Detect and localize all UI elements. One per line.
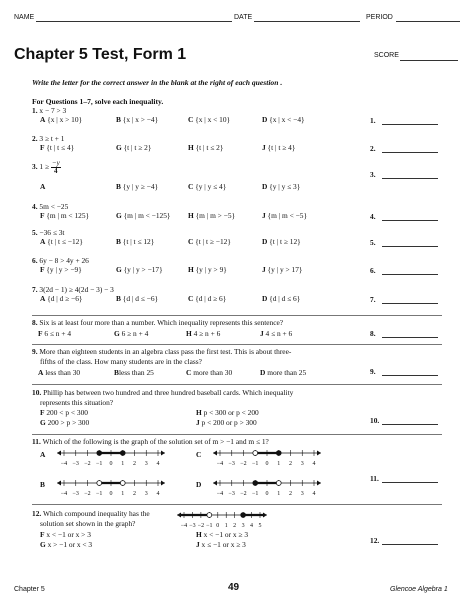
tick-label: 2 <box>233 523 237 529</box>
tick-label: 2 <box>133 491 136 497</box>
option-letter: D <box>262 237 268 246</box>
question-6 <box>32 256 89 265</box>
option-letter: C <box>188 182 194 191</box>
open-dot <box>97 481 102 486</box>
divider <box>32 384 442 385</box>
open-dot <box>120 481 125 486</box>
option-a <box>40 450 45 459</box>
option-letter: J <box>262 143 266 152</box>
page-number: 49 <box>228 582 240 593</box>
option-letter: B <box>116 182 121 191</box>
answer-blank-7[interactable] <box>382 303 438 304</box>
tick-label: 2 <box>133 461 136 467</box>
question-9 <box>32 347 291 356</box>
option-text: less than 30 <box>43 368 81 377</box>
score-label: SCORE <box>374 52 399 59</box>
question-number: 2. <box>32 134 38 143</box>
tick-label: −3 <box>228 461 235 467</box>
option-text: {t | t ≥ 12} <box>267 237 301 246</box>
answer-blank-1[interactable] <box>382 124 438 125</box>
tick-label: −4 <box>180 523 188 529</box>
option-text: {t | t ≤ −12} <box>45 237 83 246</box>
question-stem: Phillip has between two hundred and three hundred baseball cards. Which inequality <box>43 388 294 397</box>
option-letter: F <box>40 143 45 152</box>
tick-label: 3 <box>300 491 304 497</box>
option-c <box>188 237 231 246</box>
question-10 <box>32 388 293 397</box>
option-f <box>38 329 71 338</box>
option-text: more than 30 <box>191 368 233 377</box>
arrow-right-icon <box>317 481 321 486</box>
question-stem: 1 ≥ <box>39 162 50 172</box>
option-b <box>116 115 158 124</box>
closed-dot <box>276 451 281 456</box>
divider <box>32 504 442 505</box>
option-j <box>260 329 292 338</box>
name-field[interactable] <box>36 21 232 22</box>
option-g <box>116 143 151 152</box>
answer-label: 9. <box>370 367 376 376</box>
option-b <box>116 237 154 246</box>
option-letter: F <box>38 329 43 338</box>
option-j <box>262 143 295 152</box>
closed-dot <box>120 451 125 456</box>
option-d <box>196 480 201 489</box>
option-text: 6 ≥ n + 4 <box>119 329 149 338</box>
question-5 <box>32 228 64 237</box>
option-text: x < −1 or x > 3 <box>44 530 91 539</box>
option-c <box>188 115 230 124</box>
option-text: {y | y ≤ 4} <box>193 182 227 191</box>
tick-label: −3 <box>228 491 235 497</box>
question-1 <box>32 106 66 115</box>
question-10-line2: represents this situation? <box>40 398 114 407</box>
option-text: {t | t ≤ 2} <box>193 143 224 152</box>
option-letter: H <box>188 143 194 152</box>
closed-dot <box>253 481 258 486</box>
option-letter: H <box>196 530 202 539</box>
option-letter: A <box>40 237 46 246</box>
tick-label: 3 <box>144 491 148 497</box>
number-line <box>176 508 268 530</box>
option-j <box>196 540 246 549</box>
question-stem: Which of the following is the graph of the solution set of m > −1 and m ≤ 1? <box>42 437 269 446</box>
option-d <box>262 294 300 303</box>
instructions: Write the letter for the correct answer in the blank at the right of each question . <box>32 78 283 87</box>
divider <box>32 434 442 435</box>
answer-label: 3. <box>370 170 376 179</box>
tick-label: 2 <box>289 461 292 467</box>
tick-label: −2 <box>84 491 91 497</box>
option-letter: C <box>188 294 194 303</box>
option-b <box>116 182 158 191</box>
date-field[interactable] <box>254 21 360 22</box>
option-letter: A <box>40 182 46 191</box>
option-g <box>114 329 148 338</box>
question-stem: Six is at least four more than a number. Which inequality represents this sentence? <box>39 318 284 327</box>
tick-label: −3 <box>72 461 79 467</box>
option-text: p < 300 or p < 200 <box>201 408 259 417</box>
tick-label: 4 <box>312 491 316 497</box>
option-text: more than 25 <box>265 368 307 377</box>
question-12-line2: solution set shown in the graph? <box>40 519 136 528</box>
question-number: 10. <box>32 388 42 397</box>
option-text: {d | d ≤ 6} <box>267 294 301 303</box>
answer-label: 8. <box>370 329 376 338</box>
option-letter: H <box>196 408 202 417</box>
option-text: {t | t ≥ 4} <box>265 143 296 152</box>
option-f <box>40 143 74 152</box>
tick-label: 1 <box>224 523 228 529</box>
answer-blank-10[interactable] <box>382 424 438 425</box>
tick-label: −3 <box>189 523 196 529</box>
option-text: 4 ≤ n + 6 <box>263 329 293 338</box>
fraction-denominator: 4 <box>54 167 58 175</box>
tick-label: 0 <box>265 461 269 467</box>
option-text: {t | t ≤ 12} <box>120 237 155 246</box>
tick-label: 5 <box>258 523 262 529</box>
answer-blank-8[interactable] <box>382 337 438 338</box>
option-h <box>196 408 259 417</box>
question-4 <box>32 202 68 211</box>
option-letter: J <box>262 265 266 274</box>
option-text: {m | m < −125} <box>121 211 171 220</box>
tick-label: −4 <box>216 461 224 467</box>
divider <box>32 315 442 316</box>
option-text: 4 ≥ n + 6 <box>191 329 221 338</box>
option-text: {t | t ≥ 2} <box>121 143 152 152</box>
question-stem: Which compound inequality has the <box>42 509 150 518</box>
question-number: 12. <box>32 509 42 518</box>
page-title: Chapter 5 Test, Form 1 <box>14 46 187 63</box>
question-number: 6. <box>32 256 38 265</box>
option-text: {t | t ≤ 4} <box>44 143 75 152</box>
question-number: 7. <box>32 285 38 294</box>
option-letter: H <box>188 265 194 274</box>
fraction <box>51 160 61 175</box>
option-text: {d | d ≥ −6} <box>45 294 83 303</box>
option-j <box>262 211 307 220</box>
header <box>14 14 460 26</box>
option-d <box>262 182 300 191</box>
option-text: {y | y > 9} <box>193 265 227 274</box>
subheading: For Questions 1–7, solve each inequality. <box>32 97 164 106</box>
option-text: {y | y > −17} <box>121 265 163 274</box>
footer-chapter: Chapter 5 <box>14 586 45 593</box>
option-a <box>40 115 82 124</box>
option-letter: G <box>40 540 46 549</box>
question-stem: 6y − 8 > 4y + 26 <box>39 256 89 265</box>
question-stem: 3(2d − 1) ≥ 4(2d − 3) − 3 <box>39 285 114 294</box>
tick-label: −1 <box>206 523 213 529</box>
option-letter: G <box>114 329 120 338</box>
option-letter: J <box>260 329 264 338</box>
tick-label: −2 <box>197 523 205 529</box>
number-line <box>212 476 322 498</box>
date-label: DATE <box>234 14 253 21</box>
open-dot <box>207 513 212 518</box>
tick-label: −2 <box>84 461 91 467</box>
answer-label: 2. <box>370 144 376 153</box>
tick-label: 2 <box>289 491 292 497</box>
option-letter: G <box>116 143 122 152</box>
option-text: x < −1 or x ≥ 3 <box>201 530 249 539</box>
question-11 <box>32 437 269 446</box>
tick-label: −1 <box>96 461 103 467</box>
tick-label: −1 <box>252 491 259 497</box>
option-a <box>40 294 82 303</box>
question-12 <box>32 509 150 518</box>
question-number: 4. <box>32 202 38 211</box>
question-number: 1. <box>32 106 38 115</box>
answer-label: 4. <box>370 212 376 221</box>
question-number: 5. <box>32 228 38 237</box>
period-field[interactable] <box>396 21 460 22</box>
tick-label: 4 <box>250 523 254 529</box>
option-letter: F <box>40 530 45 539</box>
open-dot <box>253 451 258 456</box>
option-b <box>40 480 45 489</box>
arrow-left-icon <box>213 481 217 486</box>
option-f <box>40 211 89 220</box>
option-letter: C <box>196 450 202 459</box>
option-letter: D <box>196 480 202 489</box>
tick-label: −2 <box>240 491 247 497</box>
divider <box>32 344 442 345</box>
option-letter: C <box>188 115 194 124</box>
option-letter: B <box>116 294 121 303</box>
option-letter: B <box>116 115 121 124</box>
number-line <box>56 446 166 468</box>
question-number: 8. <box>32 318 38 327</box>
tick-label: 3 <box>241 523 245 529</box>
option-d <box>260 368 306 377</box>
answer-label: 7. <box>370 295 376 304</box>
option-letter: G <box>40 418 46 427</box>
option-text: {y | y > 17} <box>265 265 303 274</box>
option-c <box>188 294 226 303</box>
option-text: 200 > p > 300 <box>45 418 90 427</box>
number-line <box>56 476 166 498</box>
tick-label: −4 <box>60 461 68 467</box>
option-text: {m | m < −5} <box>265 211 308 220</box>
option-text: x > −1 or x < 3 <box>45 540 93 549</box>
tick-label: 3 <box>300 461 304 467</box>
tick-label: −3 <box>72 491 79 497</box>
option-text: {d | d ≥ 6} <box>193 294 227 303</box>
option-letter: C <box>188 237 194 246</box>
option-h <box>188 143 223 152</box>
option-a <box>40 182 45 191</box>
option-a <box>38 368 80 377</box>
answer-blank-2[interactable] <box>382 152 438 153</box>
answer-blank-12[interactable] <box>382 544 438 545</box>
question-stem: 5m < −25 <box>39 202 69 211</box>
option-text: {d | d ≤ −6} <box>120 294 159 303</box>
tick-label: 4 <box>156 461 160 467</box>
closed-dot <box>241 513 246 518</box>
answer-blank-9[interactable] <box>382 375 438 376</box>
arrow-right-icon <box>317 451 321 456</box>
question-stem: 3 ≥ t + 1 <box>39 134 65 143</box>
name-label: NAME <box>14 14 35 21</box>
option-letter: F <box>40 408 45 417</box>
tick-label: 1 <box>121 461 125 467</box>
option-j <box>196 418 257 427</box>
answer-label: 11. <box>370 474 379 483</box>
answer-blank-11[interactable] <box>382 482 438 483</box>
option-letter: B <box>114 368 119 377</box>
question-number: 9. <box>32 347 38 356</box>
option-c <box>186 368 232 377</box>
option-text: 200 < p < 300 <box>44 408 88 417</box>
period-label: PERIOD <box>366 14 393 21</box>
option-text: {y | y ≥ −4} <box>120 182 159 191</box>
option-letter: H <box>186 329 192 338</box>
answer-blank-4[interactable] <box>382 220 438 221</box>
option-text: 6 ≤ n + 4 <box>42 329 72 338</box>
tick-label: −4 <box>60 491 68 497</box>
option-letter: F <box>40 211 45 220</box>
tick-label: 1 <box>277 461 281 467</box>
open-dot <box>276 481 281 486</box>
option-f <box>40 408 88 417</box>
question-2 <box>32 134 64 143</box>
option-letter: B <box>40 480 45 489</box>
option-text: {x | x < −4} <box>267 115 305 124</box>
answer-label: 6. <box>370 266 376 275</box>
answer-label: 5. <box>370 238 376 247</box>
option-letter: B <box>116 237 121 246</box>
option-text: {x | x > −4} <box>120 115 159 124</box>
option-text: x ≤ −1 or x ≥ 3 <box>199 540 246 549</box>
tick-label: 4 <box>156 491 160 497</box>
question-9-line2: fifths of the class. How many students are in the class? <box>40 357 202 366</box>
tick-label: −1 <box>96 491 103 497</box>
tick-label: 4 <box>312 461 316 467</box>
option-letter: G <box>116 265 122 274</box>
option-g <box>40 418 89 427</box>
option-letter: A <box>40 294 46 303</box>
option-letter: D <box>260 368 266 377</box>
option-letter: F <box>40 265 45 274</box>
option-text: {y | y > −9} <box>44 265 82 274</box>
option-f <box>40 265 82 274</box>
answer-label: 1. <box>370 116 376 125</box>
answer-label: 10. <box>370 416 380 425</box>
option-letter: A <box>38 368 44 377</box>
option-text: {t | t ≥ −12} <box>193 237 231 246</box>
tick-label: −4 <box>216 491 224 497</box>
option-letter: A <box>40 450 46 459</box>
option-j <box>262 265 302 274</box>
tick-label: 0 <box>109 491 113 497</box>
option-letter: G <box>116 211 122 220</box>
tick-label: −1 <box>252 461 259 467</box>
fraction-numerator: −y <box>51 159 60 167</box>
option-g <box>116 211 170 220</box>
option-letter: J <box>196 540 200 549</box>
option-g <box>116 265 163 274</box>
question-7 <box>32 285 114 294</box>
arrow-left-icon <box>57 451 61 456</box>
option-f <box>40 530 91 539</box>
option-letter: D <box>262 294 268 303</box>
question-3 <box>32 160 61 175</box>
arrow-left-icon <box>213 451 217 456</box>
option-text: {m | m > −5} <box>193 211 236 220</box>
option-text: {x | x > 10} <box>45 115 83 124</box>
option-c <box>188 182 226 191</box>
question-8 <box>32 318 283 327</box>
tick-label: 1 <box>121 491 125 497</box>
tick-label: 1 <box>277 491 281 497</box>
arrow-left-icon <box>57 481 61 486</box>
tick-label: 0 <box>265 491 269 497</box>
option-text: {m | m < 125} <box>44 211 90 220</box>
option-letter: C <box>186 368 192 377</box>
option-text: {y | y ≤ 3} <box>267 182 301 191</box>
answer-blank-6[interactable] <box>382 274 438 275</box>
tick-label: 0 <box>216 523 220 529</box>
option-h <box>196 530 248 539</box>
option-letter: D <box>262 115 268 124</box>
option-b <box>114 368 154 377</box>
question-stem: x − 7 > 3 <box>39 106 67 115</box>
option-letter: A <box>40 115 46 124</box>
tick-label: 3 <box>144 461 148 467</box>
option-a <box>40 237 83 246</box>
arrow-right-icon <box>161 451 165 456</box>
option-text: less than 25 <box>118 368 154 377</box>
option-b <box>116 294 158 303</box>
arrow-right-icon <box>161 481 165 486</box>
answer-blank-5[interactable] <box>382 246 438 247</box>
question-stem: More than eighteen students in an algebra class pass the first test. This is about three- <box>39 347 292 356</box>
tick-label: −2 <box>240 461 247 467</box>
option-d <box>262 115 305 124</box>
score-field[interactable] <box>400 60 458 61</box>
closed-dot <box>97 451 102 456</box>
number-line <box>212 446 322 468</box>
option-text: p < 200 or p > 300 <box>199 418 257 427</box>
option-d <box>262 237 301 246</box>
option-c <box>196 450 201 459</box>
question-stem: −36 ≤ 3t <box>39 228 65 237</box>
option-letter: J <box>196 418 200 427</box>
option-letter: D <box>262 182 268 191</box>
option-h <box>188 265 227 274</box>
option-text: {x | x < 10} <box>193 115 231 124</box>
option-letter: H <box>188 211 194 220</box>
option-g <box>40 540 92 549</box>
tick-label: 0 <box>109 461 113 467</box>
footer-book: Glencoe Algebra 1 <box>390 586 448 593</box>
option-h <box>188 211 235 220</box>
answer-blank-3[interactable] <box>382 178 438 179</box>
question-number: 3. <box>32 162 38 172</box>
question-number: 11. <box>32 437 41 446</box>
option-h <box>186 329 220 338</box>
option-letter: J <box>262 211 266 220</box>
answer-label: 12. <box>370 536 380 545</box>
